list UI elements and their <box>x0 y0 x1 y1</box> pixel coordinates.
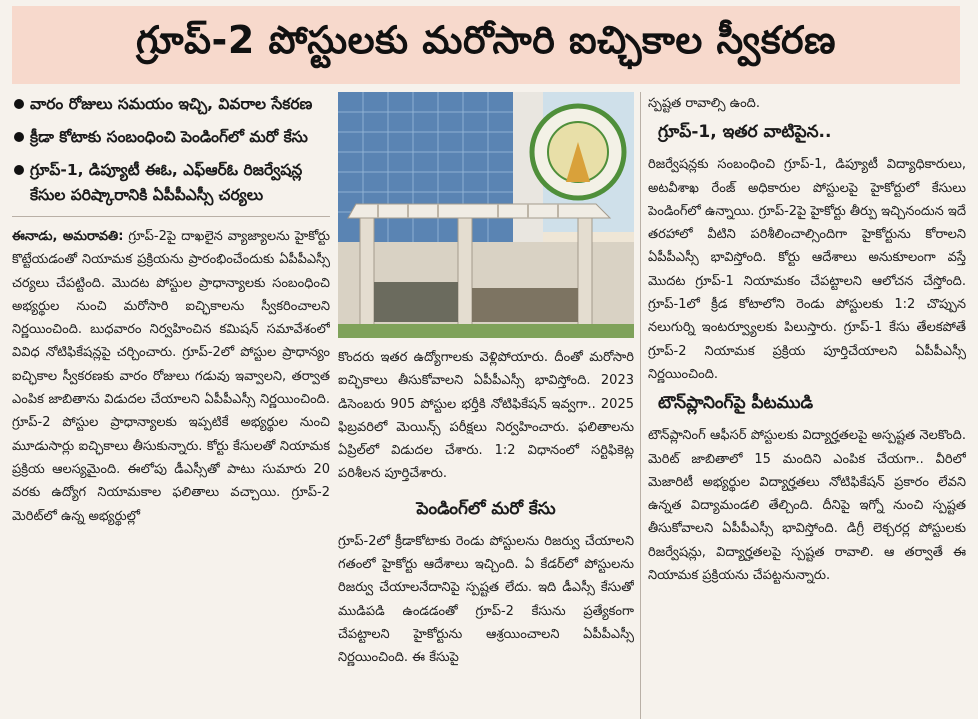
highlights-list <box>12 92 330 208</box>
right-body-text-3: టౌన్‌ప్లానింగ్ ఆఫీసర్ పోస్టులకు విద్యార్హతలపై అస్పష్టత నెలకొంది. మెరిట్ జాబితాలో 15 మందిని ఎంపిక చేయగా.. వీరిలో మెజారిటీ అభ్యర్థుల విద్యార్హతలు నోటిఫికేషన్ ప్రకారం లేవని ఉన్నత విద్యామండలి తేల్చింది. దీనిపై ఇగ్నో నుంచి స్పష్టత తీసుకోవాలని ఏపీపీఎస్సీ భావిస్తోంది. డిగ్రీ లెక్చరర్ల పోస్టులకు రిజర్వేషన్లు, విద్యార్హతలపై స్పష్టత రావాలి. ఆ తర్వాతే ఈ నియామక ప్రక్రియను చేపట్టనున్నారు. <box>648 428 966 584</box>
subheading-town-planning: టౌన్‌ప్లానింగ్‌పై పీటముడి <box>658 393 814 414</box>
building-photo <box>338 92 634 338</box>
left-body-text: గ్రూప్-2పై దాఖలైన వ్యాజ్యాలను హైకోర్టు కొట్టేయడంతో నియామక ప్రక్రియను ప్రారంభించేందుకు ఏపీపీఎస్సీ చర్యలు చేపట్టింది. మొదట పోస్టుల ప్రాధాన్యాలకు సంబంధించి అభ్యర్థుల నుంచి మరోసారి ఐచ్ఛికాలను స్వీకరించాలని నిర్ణయించింది. బుధవారం నిర్వహించిన కమిషన్ సమావేశంలో వివిధ నోటిఫికేషన్లపై చర్చించారు. గ్రూప్-2లో పోస్టుల ప్రాధాన్యం ఐచ్ఛికాల స్వీకరణకు వారం రోజులు గడువు ఇవ్వాలని, తర్వాత ఎంపిక జాబితాను విడుదల చేయాలని ఏపీపీఎస్సీ నిర్ణయించింది. గ్రూప్-2 పోస్టుల ప్రాధాన్యాలకు ఇప్పటికే అభ్యర్థుల నుంచి మూడుసార్లు ఐచ్ఛికాలు తీసుకున్నారు. కోర్టు కేసులతో నియామక ప్రక్రియ ఆలస్యమైంది. ఈలోపు డీఎస్సీతో పాటు సుమారు 20 వరకు ఉద్యోగ నియామకాల ఫలితాలు వచ్చాయి. గ్రూప్-2 మెరిట్‌లో ఉన్న అభ్యర్థుల్లో <box>12 229 330 524</box>
mid-body-text-1: కొందరు ఇతర ఉద్యోగాలకు వెళ్లిపోయారు. దీంతో మరోసారి ఐచ్ఛికాలు తీసుకోవాలని ఏపీపీఎస్సీ భావిస్తోంది. 2023 డిసెంబరు 905 పోస్టుల భర్తీకి నోటిఫికేషన్ ఇవ్వగా.. 2025 ఫిబ్రవరిలో మెయిన్స్ పరీక్షలు నిర్వహించారు. ఫలితాలను ఏప్రిల్‌లో విడుదల చేశారు. 1:2 విధానంలో సర్టిఫికెట్ల పరిశీలన పూర్తిచేశారు. <box>338 350 634 482</box>
highlight-item: వారం రోజులు సమయం ఇచ్చి, వివరాల సేకరణ <box>12 92 330 117</box>
left-column <box>12 92 330 719</box>
highlight-item: గ్రూప్-1, డిప్యూటీ ఈఓ, ఎఫ్ఆర్ఓ రిజర్వేషన్ల కేసుల పరిష్కారానికి ఏపీపీఎస్సీ చర్యలు <box>12 158 330 208</box>
bullet-icon <box>14 132 24 142</box>
subheading-pending-case: పెండింగ్‌లో మరో కేసు <box>416 498 556 519</box>
headline-banner <box>12 6 960 84</box>
right-body-text-2: రిజర్వేషన్లకు సంబంధించి గ్రూప్-1, డిప్యూటీ విద్యాధికారులు, అటవీశాఖ రేంజ్ అధికారుల పోస్టులపై హైకోర్టులో కేసులు పెండింగ్‌లో ఉన్నాయి. గ్రూప్-2పై హైకోర్టు తీర్పు ఇచ్చినందున ఇదే తరహాలో వీటిని పరిశీలించాల్సిందిగా హైకోర్టును కోరాలని ఏపీపీఎస్సీ భావిస్తోంది. కోర్టు ఆదేశాలు అనుకూలంగా వస్తే మొదట గ్రూప్-1 నియామకం చేపట్టాలని ఆలోచన చేస్తోంది. గ్రూప్-1లో క్రీడ కోటాలోని రెండు పోస్టులకు 1:2 చొప్పున నలుగుర్ని ఇంటర్వ్యూలకు పిలుస్తారు. గ్రూప్-1 కేసు తేలకపోతే గ్రూప్-2 నియామక ప్రక్రియ పూర్తిచేయాలని ఏపీపీఎస్సీ నిర్ణయించింది. <box>648 157 966 382</box>
dateline: ఈనాడు, అమరావతి: <box>12 229 124 244</box>
mid-body-text-2: గ్రూప్-2లో క్రీడాకోటాకు రెండు పోస్టులను రిజర్వు చేయాలని గతంలో హైకోర్టు ఆదేశాలు ఇచ్చింది. ఏ కేడర్‌లో పోస్టులను రిజర్వు చేయాలనేదానిపై స్పష్టత లేదు. ఇది డీఎస్సీ కేసుతో ముడిపడి ఉండడంతో గ్రూప్-2 కేసును ప్రత్యేకంగా చేపట్టాలని హైకోర్టును ఆశ్రయించాలని ఏపీపీఎస్సీ నిర్ణయించింది. ఈ కేసుపై <box>338 533 634 666</box>
middle-column <box>338 92 634 719</box>
building-illustration <box>338 92 634 338</box>
column-divider <box>640 92 641 719</box>
article-intro <box>12 225 330 528</box>
highlight-item: క్రీడా కోటాకు సంబంధించి పెండింగ్‌లో మరో కేసు <box>12 125 330 150</box>
section-divider <box>12 216 330 217</box>
headline: గ్రూప్-2 పోస్టులకు మరోసారి ఐచ్ఛికాల స్వీకరణ <box>136 18 836 62</box>
right-body-text-1: స్పష్టత రావాల్సి ఉంది. <box>648 96 760 111</box>
subheading-group1: గ్రూప్-1, ఇతర వాటిపైన.. <box>658 122 832 143</box>
bullet-icon <box>14 99 24 109</box>
bullet-icon <box>14 165 24 175</box>
right-column <box>648 92 966 719</box>
